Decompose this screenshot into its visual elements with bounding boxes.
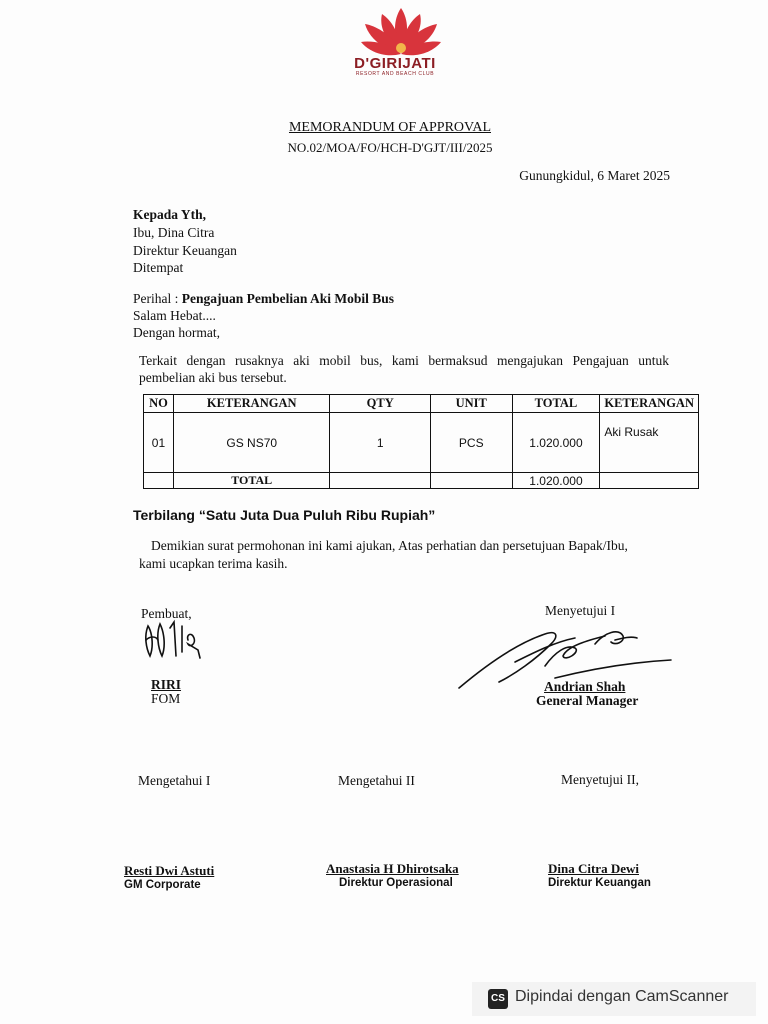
terbilang: Terbilang “Satu Juta Dua Puluh Ribu Rupiah”: [133, 507, 436, 523]
recipient-name: Ibu, Dina Citra: [133, 225, 215, 240]
approver1-title: General Manager: [536, 693, 639, 708]
cell-empty: [330, 473, 430, 489]
ack2-name: Anastasia H Dhirotsaka: [326, 861, 459, 876]
greeting-salam: Salam Hebat....: [133, 308, 216, 323]
table-header-row: [144, 395, 699, 413]
approver2-title: Direktur Keuangan: [548, 877, 651, 889]
maker-signature-icon: [142, 618, 208, 664]
body-line-2: pembelian aki bus tersebut.: [139, 370, 287, 385]
cell-total: 1.020.000: [512, 413, 600, 473]
approver1-role: Menyetujui I: [545, 603, 616, 618]
total-value: 1.020.000: [512, 473, 600, 489]
recipient-position: Direktur Keuangan: [133, 243, 237, 258]
table-row: [144, 413, 699, 473]
approver2-name: Dina Citra Dewi: [548, 861, 639, 876]
maker-role: Pembuat,: [141, 606, 192, 621]
subject-label: Perihal :: [133, 291, 179, 306]
memo-title: MEMORANDUM OF APPROVAL: [288, 120, 491, 135]
cell-empty: [430, 473, 512, 489]
cell-note: Aki Rusak: [600, 413, 699, 473]
logo-wordmark: D'GIRIJATI: [354, 55, 436, 72]
cell-empty: [600, 473, 699, 489]
place-date: Gunungkidul, 6 Maret 2025: [519, 168, 670, 183]
approver2-role: Menyetujui II,: [561, 772, 639, 787]
maker-title: FOM: [151, 691, 181, 706]
closing-line-2: kami ucapkan terima kasih.: [139, 556, 288, 571]
camscanner-text: Dipindai dengan CamScanner: [515, 988, 729, 1005]
header-unit: UNIT: [430, 395, 512, 413]
ack2-role: Mengetahui II: [338, 773, 415, 788]
cell-empty: [144, 473, 174, 489]
ack1-title: GM Corporate: [124, 879, 201, 891]
header-keterangan: KETERANGAN: [173, 395, 330, 413]
logo-tagline: RESORT AND BEACH CLUB: [355, 71, 435, 77]
cell-no: 01: [144, 413, 174, 473]
body-line-1: Terkait dengan rusaknya aki mobil bus, kami bermaksud mengajukan Pengajuan untuk: [139, 353, 669, 368]
cell-item: GS NS70: [173, 413, 330, 473]
greeting-hormat: Dengan hormat,: [133, 325, 220, 340]
table-total-row: [144, 473, 699, 489]
subject-value: Pengajuan Pembelian Aki Mobil Bus: [181, 291, 395, 306]
header-no: NO: [144, 395, 174, 413]
recipient-location: Ditempat: [133, 260, 184, 275]
subject-line: [133, 290, 394, 307]
ack1-role: Mengetahui I: [138, 773, 211, 788]
cell-unit: PCS: [430, 413, 512, 473]
cell-qty: 1: [330, 413, 430, 473]
header-keterangan-2: KETERANGAN: [600, 395, 699, 413]
items-table: [143, 394, 699, 489]
maker-name: RIRI: [151, 677, 182, 692]
header-total: TOTAL: [512, 395, 600, 413]
memo-number: NO.02/MOA/FO/HCH-D'GJT/III/2025: [287, 140, 493, 155]
recipient-salutation: Kepada Yth,: [133, 207, 207, 222]
total-label: TOTAL: [173, 473, 330, 489]
ack2-title: Direktur Operasional: [339, 877, 453, 889]
closing-line-1: Demikian surat permohonan ini kami ajukan, Atas perhatian dan persetujuan Bapak/Ibu,: [151, 538, 628, 553]
ack1-name: Resti Dwi Astuti: [124, 863, 215, 878]
approver1-name: Andrian Shah: [544, 679, 626, 694]
header-qty: QTY: [330, 395, 430, 413]
camscanner-logo-icon: CS: [488, 989, 508, 1009]
